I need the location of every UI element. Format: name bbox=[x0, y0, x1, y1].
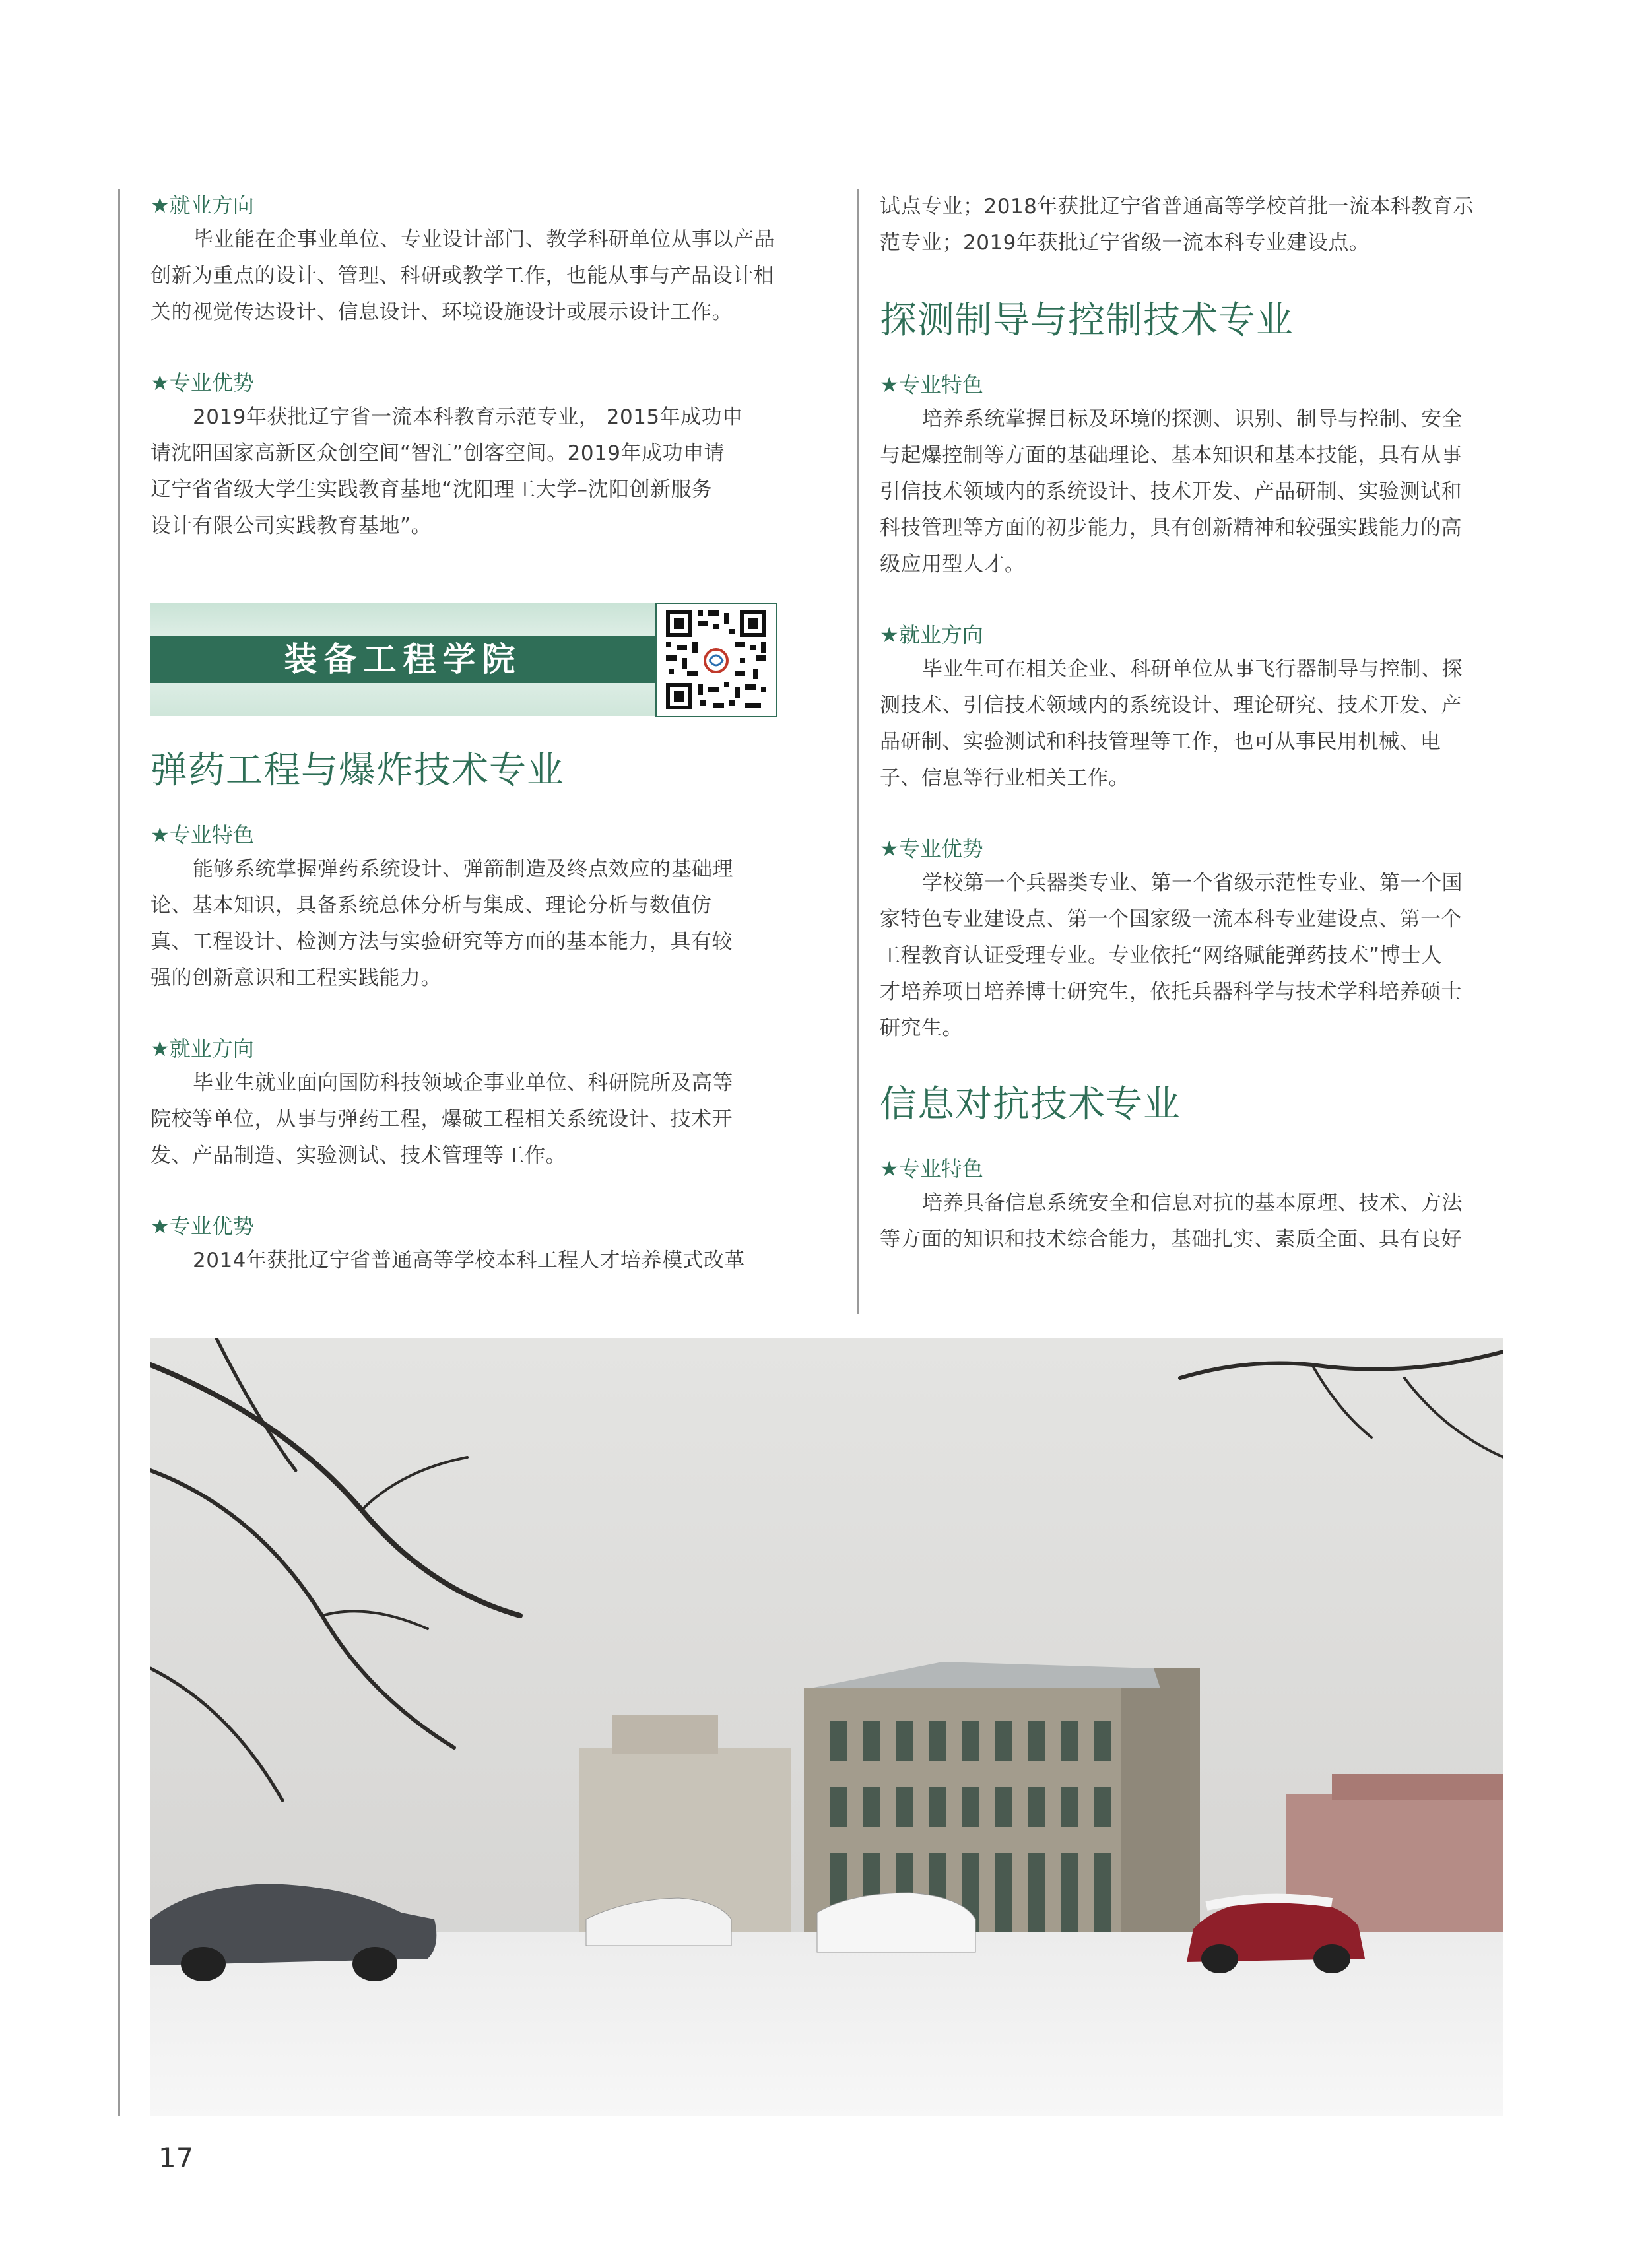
section-heading: ★专业特色 bbox=[150, 822, 254, 847]
major-title: 探测制导与控制技术专业 bbox=[880, 299, 1294, 342]
paragraph-line: 级应用型人才。 bbox=[880, 552, 1026, 576]
paragraph-line: 毕业生就业面向国防科技领域企事业单位、科研院所及高等 bbox=[193, 1071, 733, 1095]
paragraph-line: 与起爆控制等方面的基础理论、基本知识和基本技能，具有从事 bbox=[880, 444, 1462, 467]
paragraph-line: 测技术、引信技术领域内的系统设计、理论研究、技术开发、产 bbox=[880, 694, 1462, 717]
paragraph-line: 论、基本知识，具备系统总体分析与集成、理论分析与数值仿 bbox=[150, 894, 712, 917]
paragraph-line: 2019年获批辽宁省一流本科教育示范专业， 2015年成功申 bbox=[193, 405, 743, 429]
left-margin-rule bbox=[118, 189, 120, 2116]
section-heading: ★专业优势 bbox=[150, 1214, 254, 1239]
qr-code-icon bbox=[655, 603, 777, 717]
paragraph-line: 毕业生可在相关企业、科研单位从事飞行器制导与控制、探 bbox=[922, 657, 1463, 681]
paragraph-line: 试点专业；2018年获批辽宁省普通高等学校首批一流本科教育示 bbox=[880, 195, 1474, 218]
major-title: 弹药工程与爆炸技术专业 bbox=[150, 749, 564, 792]
paragraph-line: 辽宁省省级大学生实践教育基地“沈阳理工大学–沈阳创新服务 bbox=[150, 478, 713, 502]
college-banner bbox=[150, 603, 777, 716]
paragraph-line: 创新为重点的设计、管理、科研或教学工作，也能从事与产品设计相 bbox=[150, 264, 774, 288]
paragraph-line: 关的视觉传达设计、信息设计、环境设施设计或展示设计工作。 bbox=[150, 300, 733, 324]
column-divider bbox=[857, 189, 859, 1314]
section-heading: ★就业方向 bbox=[150, 193, 254, 218]
paragraph-line: 研究生。 bbox=[880, 1016, 963, 1040]
paragraph-line: 设计有限公司实践教育基地”。 bbox=[150, 514, 432, 538]
paragraph-line: 等方面的知识和技术综合能力，基础扎实、素质全面、具有良好 bbox=[880, 1228, 1462, 1251]
page-number: 17 bbox=[158, 2142, 194, 2174]
paragraph-line: 真、工程设计、检测方法与实验研究等方面的基本能力，具有较 bbox=[150, 930, 733, 954]
paragraph-line: 请沈阳国家高新区众创空间“智汇”创客空间。2019年成功申请 bbox=[150, 442, 725, 465]
section-heading: ★就业方向 bbox=[880, 622, 983, 647]
right-column bbox=[880, 189, 1504, 1258]
section-heading: ★专业特色 bbox=[880, 1156, 983, 1181]
section-heading: ★专业特色 bbox=[880, 372, 983, 397]
paragraph-line: 毕业能在企事业单位、专业设计部门、教学科研单位从事以产品 bbox=[193, 228, 775, 251]
paragraph-line: 强的创新意识和工程实践能力。 bbox=[150, 966, 442, 990]
paragraph-line: 科技管理等方面的初步能力，具有创新精神和较强实践能力的高 bbox=[880, 516, 1462, 540]
paragraph-line: 发、产品制造、实验测试、技术管理等工作。 bbox=[150, 1144, 566, 1167]
paragraph-line: 培养具备信息系统安全和信息对抗的基本原理、技术、方法 bbox=[922, 1191, 1463, 1215]
paragraph-line: 2014年获批辽宁省普通高等学校本科工程人才培养模式改革 bbox=[193, 1249, 745, 1272]
major-ammunition bbox=[150, 744, 776, 1279]
paragraph-line: 能够系统掌握弹药系统设计、弹箭制造及终点效应的基础理 bbox=[193, 857, 733, 881]
section-employment bbox=[150, 189, 776, 331]
left-column-top bbox=[150, 189, 776, 544]
campus-photo bbox=[150, 1338, 1503, 2116]
section-heading: ★专业优势 bbox=[880, 836, 983, 861]
section-advantage bbox=[150, 366, 776, 544]
paragraph-line: 工程教育认证受理专业。专业依托“网络赋能弹药技术”博士人 bbox=[880, 944, 1443, 968]
section-heading: ★专业优势 bbox=[150, 370, 254, 395]
paragraph-line: 院校等单位，从事与弹药工程，爆破工程相关系统设计、技术开 bbox=[150, 1107, 733, 1131]
paragraph-line: 子、信息等行业相关工作。 bbox=[880, 766, 1129, 790]
college-title: 装备工程学院 bbox=[284, 640, 522, 678]
paragraph-line: 范专业；2019年获批辽宁省级一流本科专业建设点。 bbox=[880, 231, 1370, 255]
paragraph-line: 培养系统掌握目标及环境的探测、识别、制导与控制、安全 bbox=[922, 407, 1463, 431]
paragraph-line: 学校第一个兵器类专业、第一个省级示范性专业、第一个国 bbox=[922, 871, 1463, 895]
major-title: 信息对抗技术专业 bbox=[880, 1083, 1181, 1126]
paragraph-line: 品研制、实验测试和科技管理等工作，也可从事民用机械、电 bbox=[880, 730, 1441, 754]
paragraph-line: 才培养项目培养博士研究生，依托兵器科学与技术学科培养硕士 bbox=[880, 980, 1462, 1004]
paragraph-line: 引信技术领域内的系统设计、技术开发、产品研制、实验测试和 bbox=[880, 480, 1462, 504]
paragraph-line: 家特色专业建设点、第一个国家级一流本科专业建设点、第一个 bbox=[880, 907, 1462, 931]
section-heading: ★就业方向 bbox=[150, 1036, 254, 1061]
